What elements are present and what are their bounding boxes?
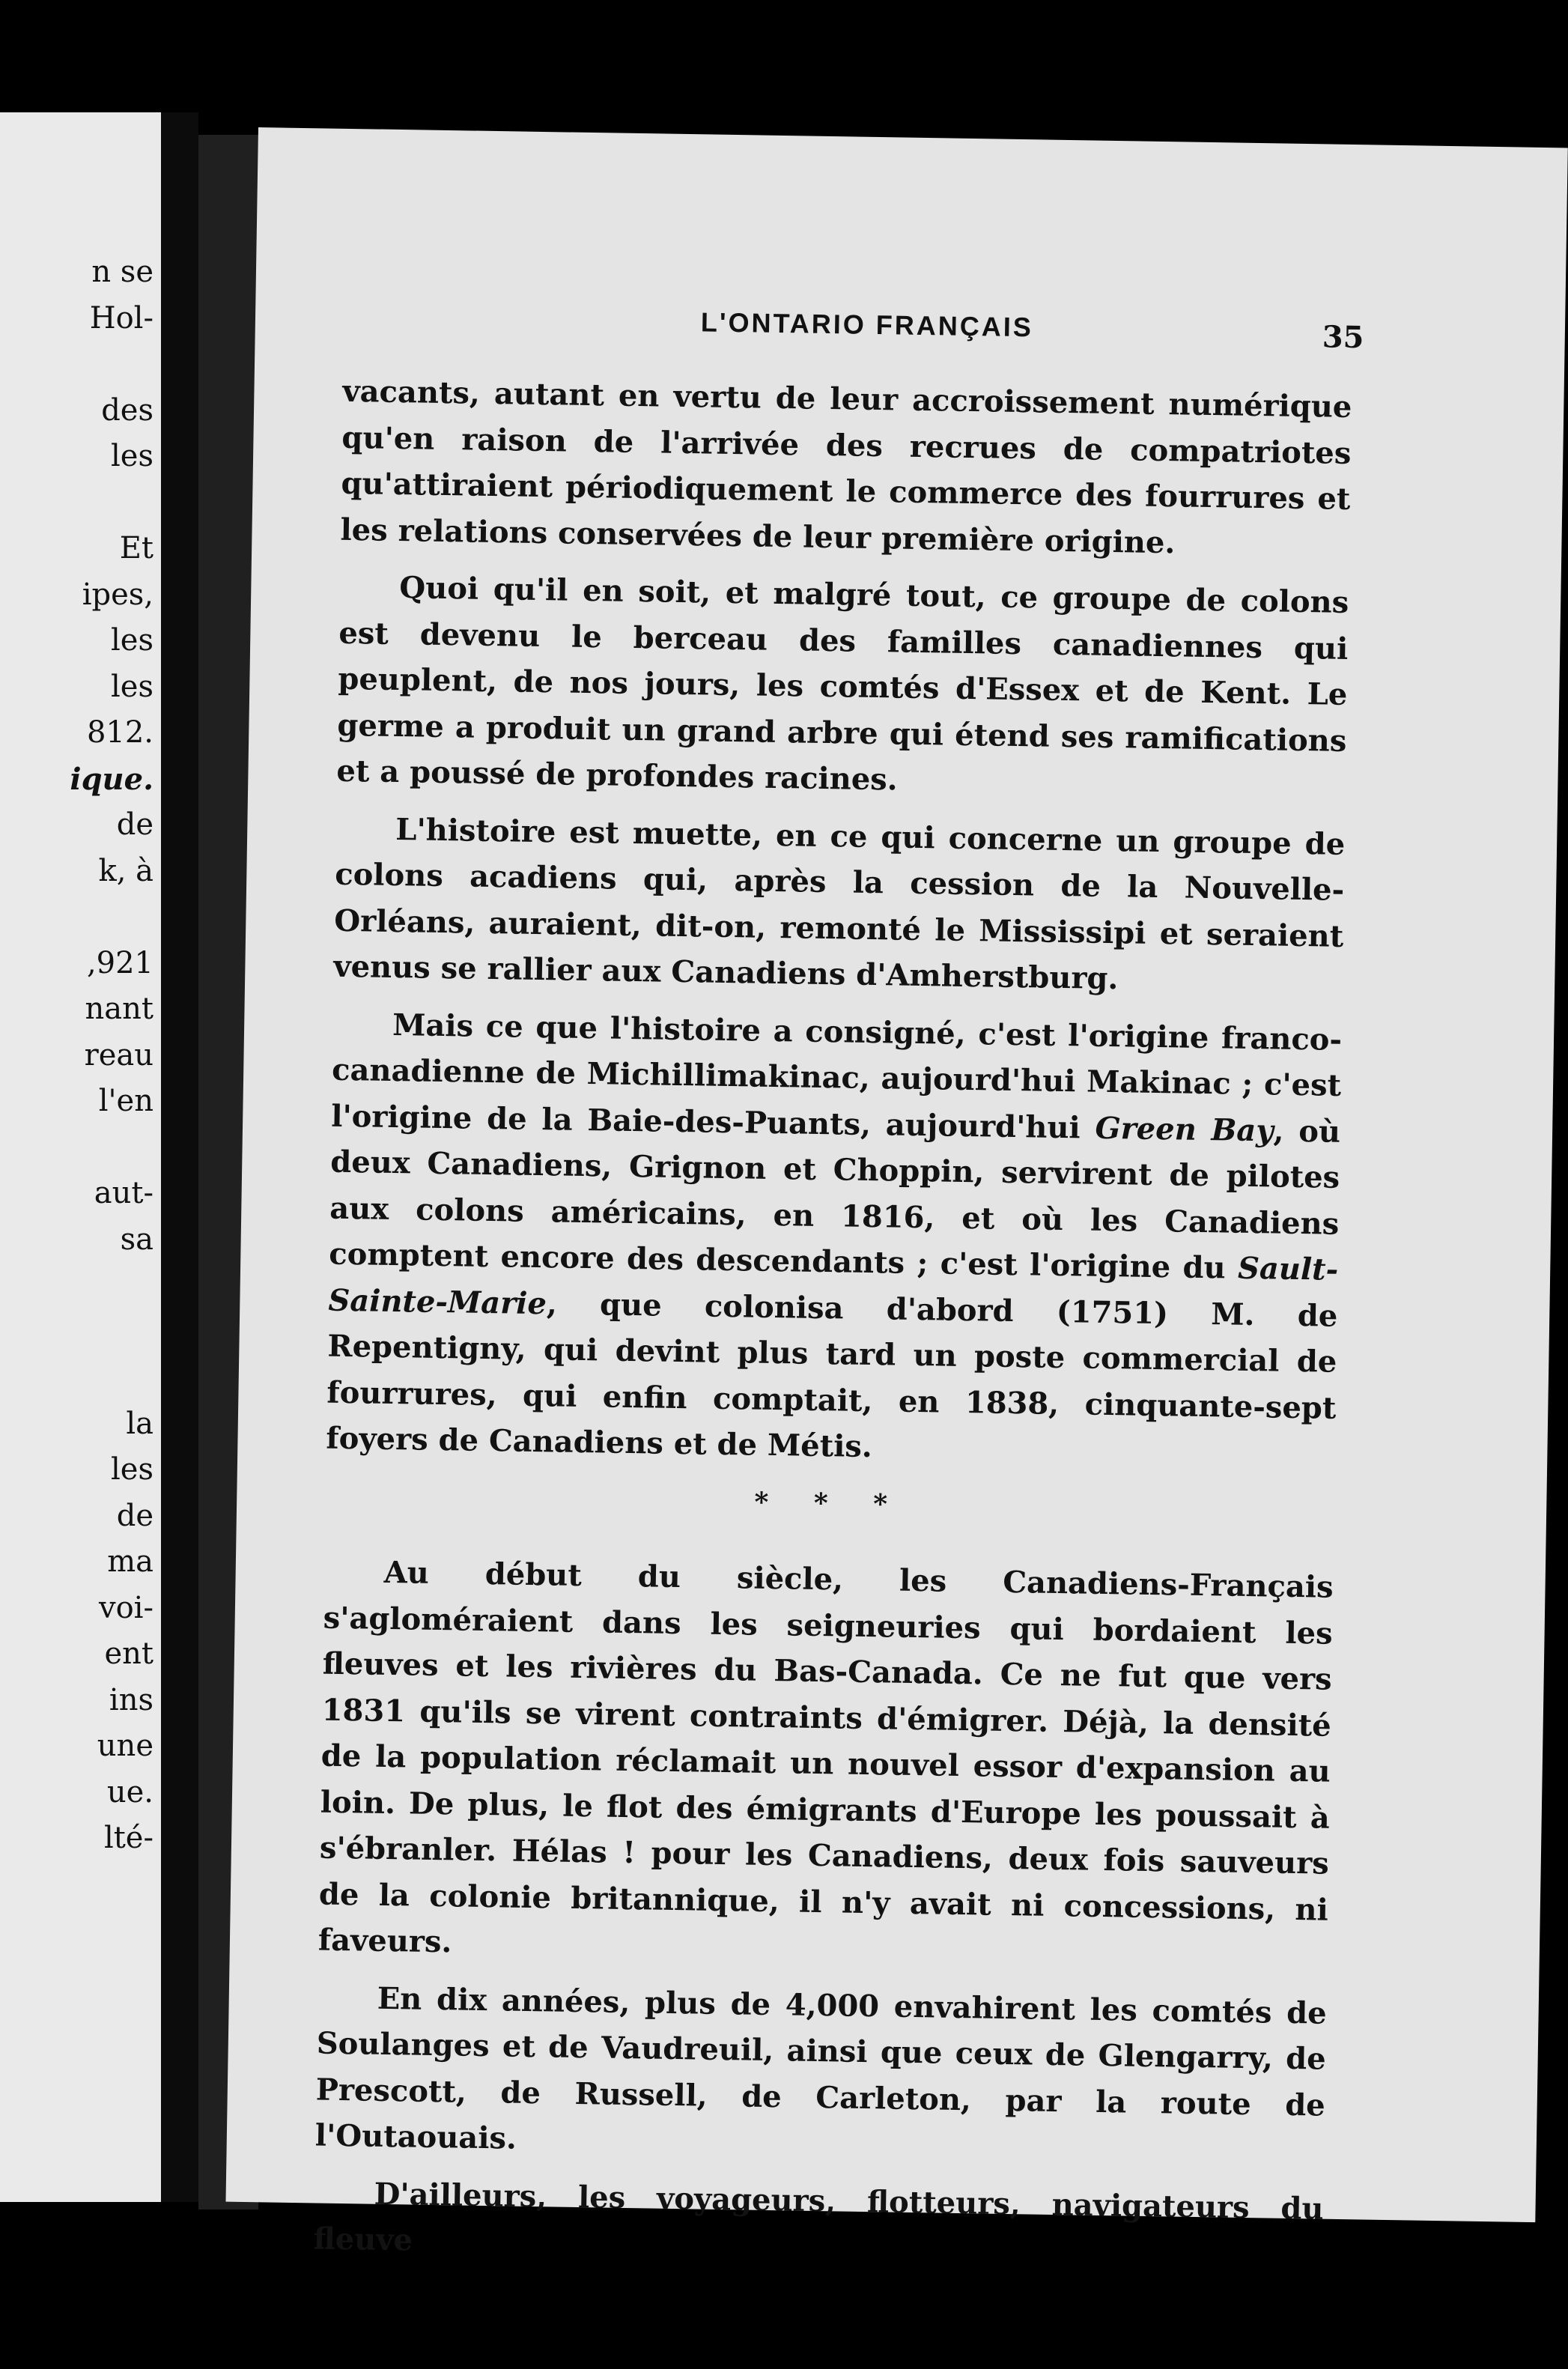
paragraph-2: Quoi qu'il en soit, et malgré tout, ce groupe de colons est devenu le berceau des familles canadiennes qui peuplent, de nos jours, les comtés d'Essex et de Kent. Le germe a produit un grand arbre qui étend ses ramifications et a poussé de profondes racines. (336, 570, 1349, 798)
paragraph-4 (326, 1001, 1342, 1477)
facing-page-line: ,921 (86, 945, 154, 980)
paragraph-3: L'histoire est muette, en ce qui concerne un groupe de colons acadiens qui, après la cession de la Nouvelle-Orléans, auraient, dit-on, remonté le Mississipi et seraient venus se rallier aux Canadiens d'Amherstburg. (333, 811, 1346, 997)
place-name-sault-sainte-marie: Sault-Sainte-Marie (328, 1250, 1339, 1321)
paragraph-4-text-e: , que colonisa d'abord (1751) M. de Repentigny, qui devint plus tard un poste commercial de fourrures, qui enfin comptait, en 1838, cinquante-sept foyers de Canadiens et de Métis. (326, 1285, 1338, 1465)
facing-page-line: de (116, 807, 154, 842)
facing-page-line: des (101, 392, 154, 428)
facing-page-line: Et (119, 531, 154, 565)
facing-page-line: lté- (103, 1821, 154, 1855)
facing-page-line: de (116, 1498, 154, 1533)
page-body (313, 368, 1352, 2289)
facing-page-line: ipes, (82, 577, 154, 612)
facing-page-line: l'en (98, 1084, 154, 1118)
facing-page-line: Hol- (89, 300, 154, 336)
facing-page-line: ent (104, 1637, 154, 1671)
running-title: L'ONTARIO FRANÇAIS (700, 306, 1034, 343)
paragraph-1: vacants, autant en vertu de leur accroissement numérique qu'en raison de l'arrivée des recrues de compatriotes qu'attiraient périodiquement le commerce des fourrures et les relations conservées de leur première origine. (340, 373, 1352, 560)
facing-page-line: aut- (94, 1176, 154, 1210)
paragraph-4-text-c: , où deux Canadiens, Grignon et Choppin, servirent de pilotes aux colons américains, en 1816, et où les Canadiens comptent encore des descendants ; c'est l'origine du (329, 1112, 1341, 1286)
facing-page-line: les (111, 1452, 154, 1487)
paragraph-4-text-a: Mais ce que l'histoire a consigné, c'est l'origine franco-canadienne de Michillimakinac, aujourd'hui Makinac ; c'est l'origine de la Baie-des-Puants, aujourd'hui (330, 1007, 1343, 1146)
facing-page-line: ique. (70, 761, 154, 797)
facing-page-line: la (126, 1406, 154, 1441)
facing-page-line: n se (91, 255, 154, 289)
facing-page-line: ma (107, 1544, 154, 1579)
place-name-green-bay: Green Bay (1095, 1110, 1274, 1148)
facing-page-line: une (97, 1729, 154, 1763)
facing-page-line: ins (109, 1682, 154, 1717)
facing-page-line: k, à (98, 853, 154, 888)
book-page (225, 127, 1567, 2258)
facing-page-line: sa (120, 1222, 154, 1257)
facing-page-line: voi- (99, 1590, 154, 1625)
page-number: 35 (1322, 319, 1364, 356)
page-header (255, 300, 1566, 357)
facing-page-fragment (0, 112, 161, 2202)
paragraph-6: En dix années, plus de 4,000 envahirent les comtés de Soulanges et de Vaudreuil, ainsi que ceux de Glengarry, de Prescott, de Russell, de Carleton, par la route de l'Outaouais. (314, 1980, 1327, 2156)
facing-page-line: les (111, 623, 154, 658)
facing-page-line: les (111, 669, 154, 704)
book-gutter-shadow (161, 112, 198, 2202)
facing-page-line: nant (85, 992, 154, 1026)
facing-page-line: reau (84, 1037, 154, 1073)
paragraph-5: Au début du siècle, les Canadiens-Français s'agloméraient dans les seigneuries qui bordaient les fleuves et les rivières du Bas-Canada. Ce ne fut que vers 1831 qu'ils se virent contraints d'émigrer. Déjà, la densité de la population réclamait un nouvel essor d'expansion au loin. De plus, le flot des émigrants d'Europe les poussait à s'ébranler. Hélas ! pour les Canadiens, deux fois sauveurs de la colonie britannique, il n'y avait ni concessions, ni faveurs. (317, 1554, 1334, 1960)
section-separator: * * * (754, 1486, 906, 1520)
facing-page-line: ue. (106, 1774, 154, 1810)
facing-page-line: 812. (86, 715, 154, 750)
paragraph-7: D'ailleurs, les voyageurs, flotteurs, navigateurs du fleuve (313, 2176, 1324, 2258)
facing-page-line: les (111, 439, 154, 473)
